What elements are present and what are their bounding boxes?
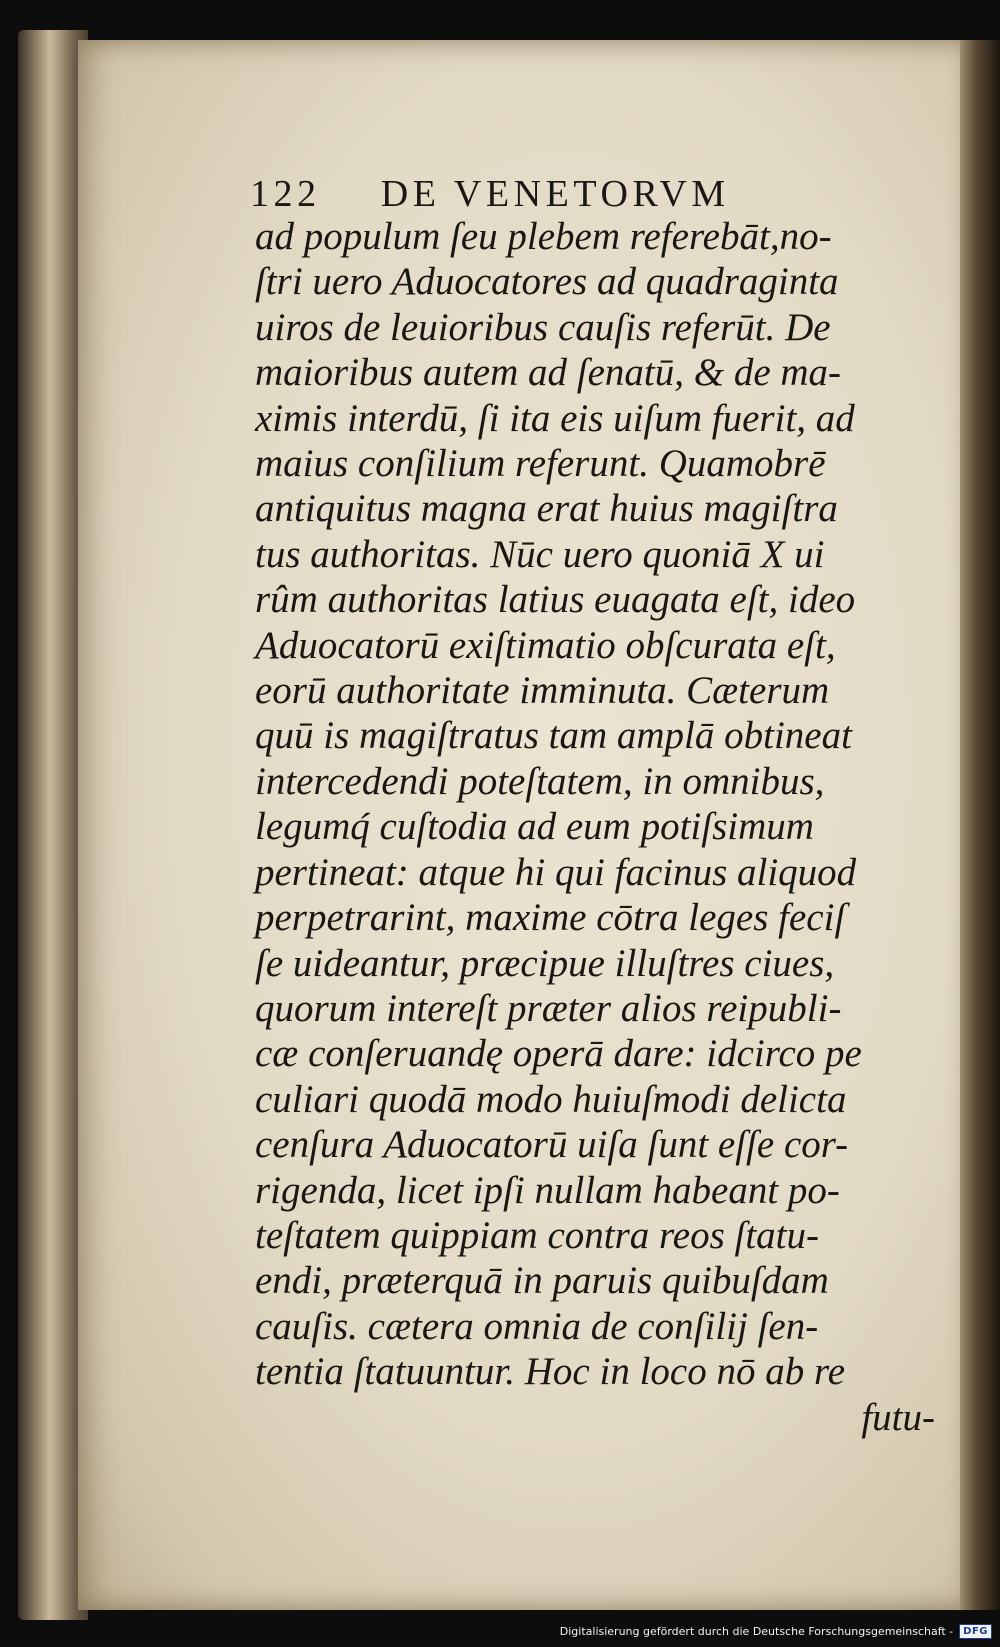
text-line: rûm authoritas latius euagata eſt, ideo bbox=[255, 578, 856, 622]
dfg-logo: DFG bbox=[959, 1624, 992, 1639]
text-line: eorū authoritate imminuta. Cæterum bbox=[255, 669, 830, 713]
text-line: ximis interdū, ſi ita eis uiſum fuerit, ad bbox=[255, 396, 855, 440]
text-line: uiros de leuioribus cauſis referūt. De bbox=[255, 305, 831, 349]
page-gutter-shadow bbox=[960, 40, 1000, 1610]
text-line: legumq́ cuſtodia ad eum potiſsimum bbox=[255, 805, 814, 849]
text-line: teſtatem quippiam contra reos ſtatu- bbox=[255, 1213, 819, 1257]
text-line: pertineat: atque hi qui facinus aliquod bbox=[255, 850, 857, 894]
page-text bbox=[255, 214, 935, 1440]
credit-text: Digitalisierung gefördert durch die Deutsche Forschungsgemeinschaft - bbox=[559, 1625, 954, 1638]
text-line: antiquitus magna erat huius magiſtra bbox=[255, 487, 838, 531]
text-line: cæ conſeruandę operā dare: idcirco pe bbox=[255, 1032, 862, 1076]
running-header bbox=[250, 172, 730, 216]
text-line: Aduocatorū exiſtimatio obſcurata eſt, bbox=[255, 623, 836, 667]
text-line: tentia ſtatuuntur. Hoc in loco nō ab re bbox=[255, 1350, 846, 1394]
text-line: ſtri uero Aduocatores ad quadraginta bbox=[255, 260, 839, 304]
text-line: quorum intereſt præter alios reipubli- bbox=[255, 986, 842, 1030]
text-line: tus authoritas. Nūc uero quoniā X ui bbox=[255, 532, 825, 576]
text-line: endi, præterquā in paruis quibuſdam bbox=[255, 1259, 829, 1303]
text-line: cenſura Aduocatorū uiſa ſunt eſſe cor- bbox=[255, 1123, 849, 1167]
text-line: culiari quodā modo huiuſmodi delicta bbox=[255, 1077, 847, 1121]
text-line: ſe uideantur, præcipue illuſtres ciues, bbox=[255, 941, 835, 985]
text-line: maius conſilium referunt. Quamobrē bbox=[255, 442, 826, 486]
running-title: DE VENETORVM bbox=[380, 173, 730, 215]
text-line: intercedendi poteſtatem, in omnibus, bbox=[255, 759, 825, 803]
text-line: perpetrarint, maxime cōtra leges feciſ bbox=[255, 896, 846, 940]
catchword: futu- bbox=[861, 1395, 935, 1439]
text-line: ad populum ſeu plebem referebāt,no- bbox=[255, 215, 832, 258]
text-line: maioribus autem ad ſenatū, & de ma- bbox=[255, 351, 842, 395]
page-number: 122 bbox=[250, 173, 321, 215]
text-line: rigenda, licet ipſi nullam habeant po- bbox=[255, 1168, 840, 1212]
digitization-credit bbox=[560, 1624, 992, 1639]
text-line: quū is magiſtratus tam amplā obtineat bbox=[255, 714, 852, 758]
text-line: cauſis. cætera omnia de conſilij ſen- bbox=[255, 1304, 819, 1348]
